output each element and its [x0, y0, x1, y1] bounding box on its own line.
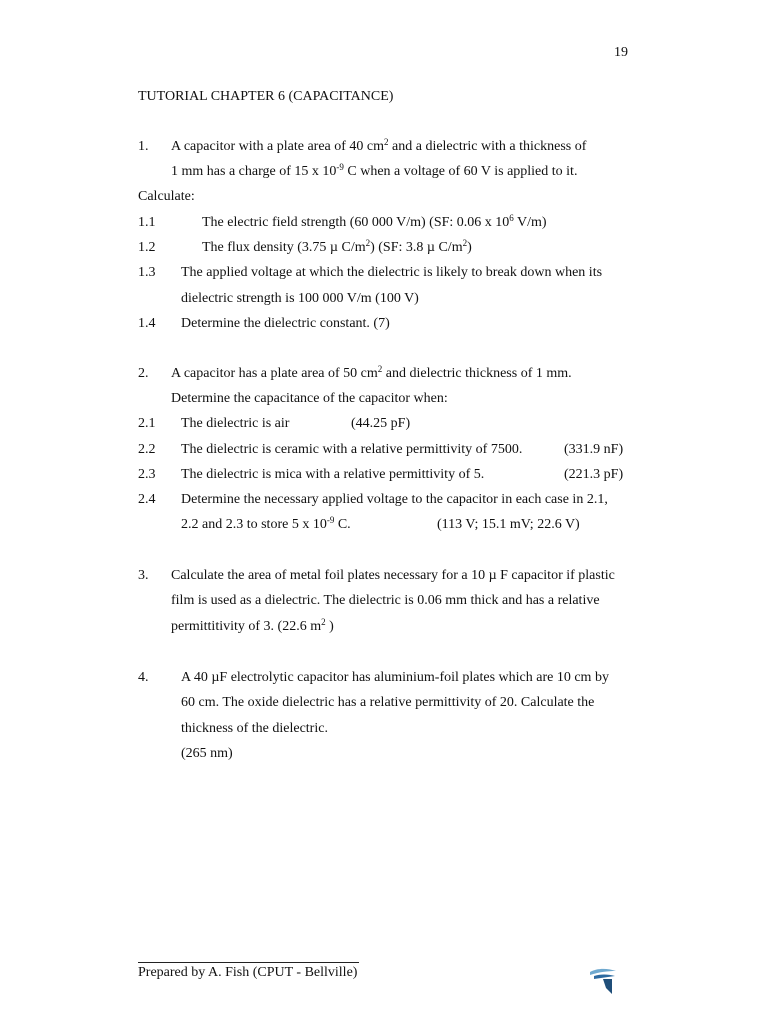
q1-part-text: The electric field strength (60 000 V/m) (SF: 0.06 x $10^6$ V/m): [202, 213, 547, 230]
page-title: TUTORIAL CHAPTER 6 (CAPACITANCE): [138, 89, 394, 104]
q1-part-number: 1.1: [138, 215, 156, 230]
q1-calculate: Calculate:: [138, 189, 195, 204]
q1-number: 1.: [138, 139, 149, 154]
q1-part-text: The applied voltage at which the dielectric is likely to break down when its: [181, 265, 603, 280]
q2-part-number: 2.2: [138, 442, 156, 457]
q1-line-1: A capacitor with a plate area of 40 $cm^2$ and a dielectric with a thickness of: [171, 137, 587, 154]
q2-part-text: The dielectric is ceramic with a relative permittivity of 7500.: [181, 442, 523, 457]
q2-line-2: Determine the capacitance of the capacitor when:: [171, 391, 448, 406]
q1-part-number: 1.3: [138, 265, 156, 280]
q3-line-3: permittitivity of 3. (22.6 $m^2$ ): [171, 617, 334, 634]
q1-line-2: 1 mm has a charge of 15 x $10^{-9}$ C when a voltage of 60 V is applied to it.: [171, 162, 578, 179]
q2-part-number: 2.4: [138, 492, 156, 507]
q2-part-answer: (331.9 nF): [564, 442, 624, 457]
q2-part-text: The dielectric is mica with a relative permittivity of 5.: [181, 467, 485, 482]
q4-line-1: A 40 µF electrolytic capacitor has aluminium-foil plates which are 10 cm by: [181, 670, 609, 685]
q1-part-text: Determine the dielectric constant. (7): [181, 316, 390, 331]
q2-part-text: Determine the necessary applied voltage to the capacitor in each case in 2.1,: [181, 492, 608, 507]
q1-part-number: 1.2: [138, 240, 156, 255]
q3-number: 3.: [138, 568, 149, 583]
q3-line-2: film is used as a dielectric. The dielectric is 0.06 mm thick and has a relative: [171, 593, 600, 608]
q1-part-text: The flux density (3.75 µ $C/m^2$) (SF: 3.8 µ $C/m^2$): [202, 238, 472, 255]
q4-number: 4.: [138, 670, 149, 685]
q2-part-number: 2.3: [138, 467, 156, 482]
q2-number: 2.: [138, 366, 149, 381]
q2-part-answer: (221.3 pF): [564, 467, 624, 482]
q4-answer: (265 nm): [181, 746, 233, 761]
q3-line-1: Calculate the area of metal foil plates necessary for a 10 µ F capacitor if plastic: [171, 568, 615, 583]
q1-part-number: 1.4: [138, 316, 156, 331]
footer-text: Prepared by A. Fish (CPUT - Bellville): [138, 965, 358, 980]
q2-line-1: A capacitor has a plate area of 50 $cm^2$ and dielectric thickness of 1 mm.: [171, 364, 572, 381]
q4-line-3: thickness of the dielectric.: [181, 721, 328, 736]
q2-part-text: The dielectric is air: [181, 416, 290, 431]
q4-line-2: 60 cm. The oxide dielectric has a relative permittivity of 20. Calculate the: [181, 695, 595, 710]
q2-part-number: 2.1: [138, 416, 156, 431]
footer-divider: [138, 962, 359, 963]
page-number: 19: [614, 45, 628, 60]
cput-logo-icon: [588, 966, 618, 996]
q1-part-text: dielectric strength is 100 000 V/m (100 V): [181, 291, 419, 306]
q2-part-answer: (44.25 pF): [351, 416, 411, 431]
q2-part-answer: (113 V; 15.1 mV; 22.6 V): [437, 517, 580, 532]
q2-part-text: 2.2 and 2.3 to store 5 x $10^{-9}$ C.: [181, 515, 351, 532]
